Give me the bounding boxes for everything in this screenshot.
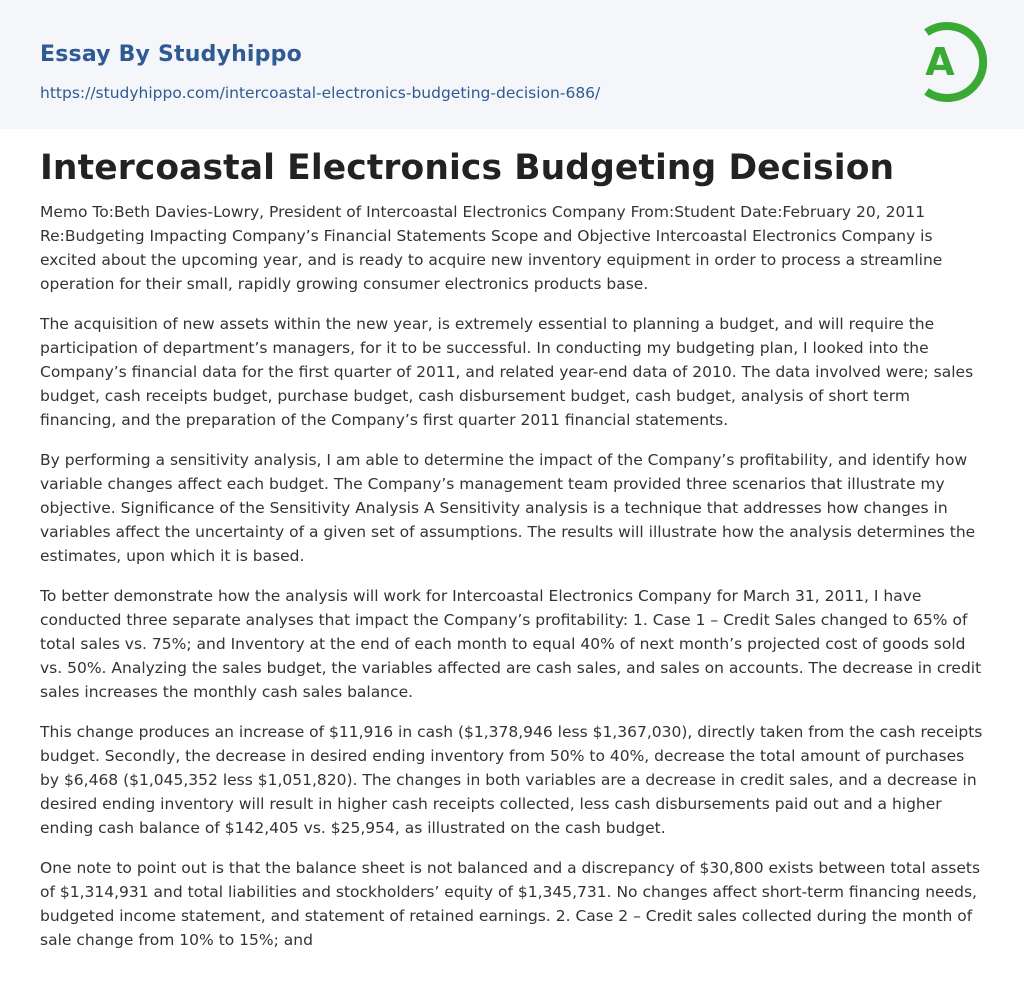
article-paragraph-2: The acquisition of new assets within the new year, is extremely essential to planning a budget, and will require the participation of department’s managers, for it to be successful. In conducting my budgeting plan, I looked into the Company’s financial data for the first quarter of 2011, and related year-end data of 2010. The data involved were; sales budget, cash receipts budget, purchase budget, cash disbursement budget, cash budget, analysis of short term financing, and the preparation of the Company’s first quarter 2011 financial statements. [40,315,974,429]
studyhippo-logo-icon[interactable] [910,18,988,106]
article-paragraph-5: This change produces an increase of $11,916 in cash ($1,378,946 less $1,367,030), directly taken from the cash receipts budget. Secondly, the decrease in desired ending inventory from 50% to 40%, decrease the total amount of purchases by $6,468 ($1,045,352 less $1,051,820). The changes in both variables are a decrease in credit sales, and a decrease in desired ending inventory will result in higher cash receipts collected, less cash disbursements paid out and a higher ending cash balance of $142,405 vs. $25,954, as illustrated on the cash budget. [40,723,983,837]
article-paragraph-6: One note to point out is that the balance sheet is not balanced and a discrepancy of $30,800 exists between total assets of $1,314,931 and total liabilities and stockholders’ equity of $1,345,731. No changes affect short-term financing needs, budgeted income statement, and statement of retained earnings. 2. Case 2 – Credit sales collected during the month of sale change from 10% to 15%; and [40,859,981,949]
logo-letter: A [925,40,955,84]
article-paragraph-1: Memo To:Beth Davies-Lowry, President of Intercoastal Electronics Company From:Student Date:February 20, 2011 Re:Budgeting Impacting Company’s Financial Statements Scope and Objective Intercoastal Electronics Company is excited about the upcoming year, and is ready to acquire new inventory equipment in order to process a streamline operation for their small, rapidly growing consumer electronics products base. [40,203,943,293]
article-paragraph-4: To better demonstrate how the analysis will work for Intercoastal Electronics Company for March 31, 2011, I have conducted three separate analyses that impact the Company’s profitability: 1. Case 1 – Credit Sales changed to 65% of total sales vs. 75%; and Inventory at the end of each month to equal 40% of next month’s projected cost of goods sold vs. 50%. Analyzing the sales budget, the variables affected are cash sales, and sales on accounts. The decrease in credit sales increases the monthly cash sales balance. [40,587,982,701]
article [40,146,984,968]
article-paragraph-3: By performing a sensitivity analysis, I am able to determine the impact of the Company’s profitability, and identify how variable changes affect each budget. The Company’s management team provided three scenarios that illustrate my objective. Significance of the Sensitivity Analysis A Sensitivity analysis is a technique that addresses how changes in variables affect the uncertainty of a given set of assumptions. The results will illustrate how the analysis determines the estimates, upon which it is based. [40,451,976,565]
brand-title[interactable]: Essay By Studyhippo [40,42,302,67]
site-header [0,0,1024,129]
article-title: Intercoastal Electronics Budgeting Decision [40,148,895,188]
source-url-link[interactable]: https://studyhippo.com/intercoastal-electronics-budgeting-decision-686/ [40,84,601,102]
